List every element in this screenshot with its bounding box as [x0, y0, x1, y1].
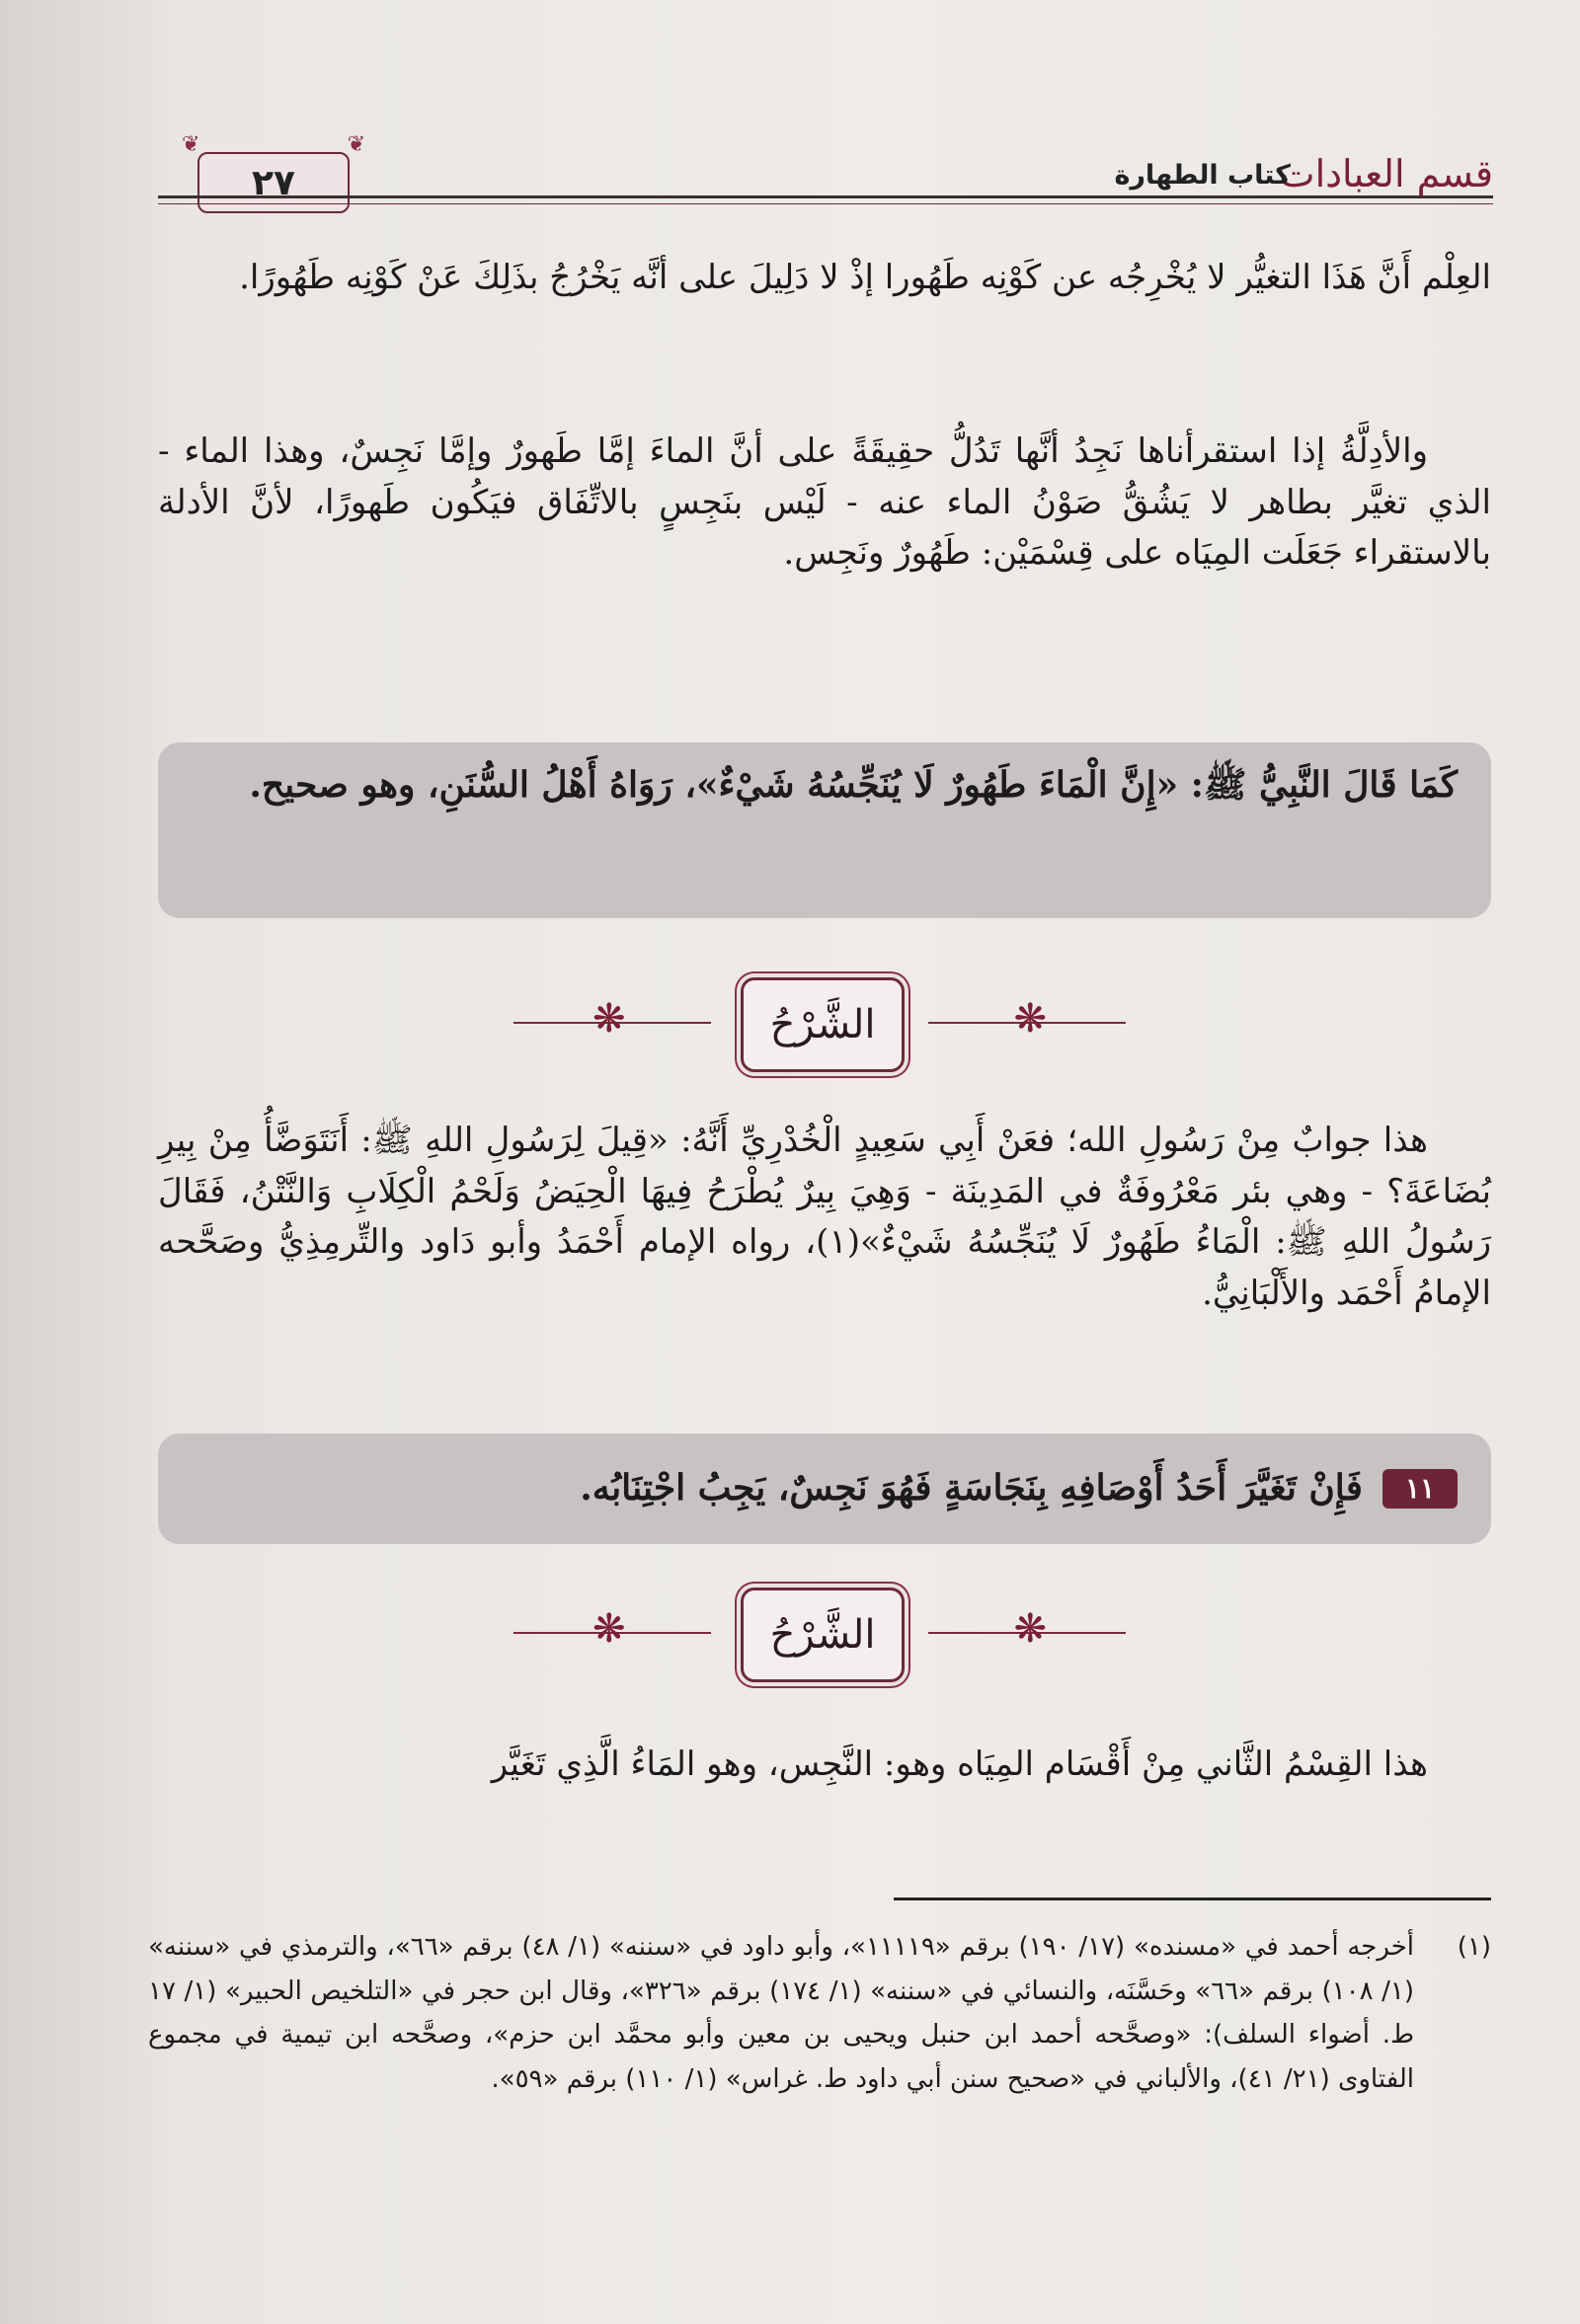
header-rule-thin — [158, 203, 1493, 204]
matn-number-badge: ١١ — [1382, 1469, 1458, 1509]
paragraph: والأدِلَّةُ إذا استقرأناها نَجِدُ أنَّها تَدُلُّ حقِيقَةً على أنَّ الماءَ إمَّا طَهورٌ وإمَّا نَجِسٌ، وهذا الماء - الذي تغيَّر بطاهر لا يَشُقُّ صَوْنُ الماء عنه - لَيْس بنَجِسٍ بالاتِّفَاق فيَكُون طَهورًا، لأنَّ الأدلة بالاستقراء جَعَلَت المِيَاه على قِسْمَيْن: طَهُورٌ ونَجِس. — [158, 431, 1491, 574]
ornament-flower-icon: ❋ — [592, 996, 626, 1042]
page-number: ❦ ٢٧ ❦ — [198, 152, 350, 213]
footnote-separator — [894, 1898, 1491, 1900]
paragraph: العِلْم أَنَّ هَذَا التغيُّر لا يُخْرِجُه عن كَوْنِه طَهُورا إذْ لا دَلِيلَ على أنَّه يَخْرُجُ بذَلِكَ عَنْ كَوْنِه طَهُورًا. — [239, 258, 1491, 297]
ornament-flower-icon: ❋ — [1013, 1606, 1047, 1652]
sharh-ornament — [504, 1578, 1136, 1686]
paragraph: هذا القِسْمُ الثَّاني مِنْ أَقْسَام المِيَاه وهو: النَّجِس، وهو المَاءُ الَّذِي تَغَيَّر — [491, 1744, 1428, 1784]
chapter-title: كتاب الطهارة — [1114, 160, 1291, 191]
paragraph: هذا جوابٌ مِنْ رَسُولِ الله؛ فعَنْ أَبِي سَعِيدٍ الْخُدْرِيِّ أَنَّهُ: «قِيلَ لِرَسُولِ اللهِ ﷺ: أَنَتَوَضَّأُ مِنْ بِيرِ بُضَاعَةَ؟ - وهي بئر مَعْرُوفَةٌ في المَدِينَة - وَهِيَ بِيرٌ يُطْرَحُ فِيهَا الْحِيَضُ وَلَحْمُ الْكِلَابِ وَالنَّتْنُ، فَقَالَ رَسُولُ اللهِ ﷺ: الْمَاءُ طَهُورٌ لَا يُنَجِّسُهُ شَيْءٌ»(١)، رواه الإمام أَحْمَدُ وأبو دَاود والتِّرمِذِيُّ وصَحَّحه الإمامُ أَحْمَد والأَلْبَانِيُّ. — [158, 1121, 1492, 1314]
sharh-ornament — [504, 968, 1136, 1076]
matn-text: كَمَا قَالَ النَّبِيُّ ﷺ: «إِنَّ الْمَاءَ طَهُورٌ لَا يُنَجِّسُهُ شَيْءٌ»، رَوَاهُ أَهْلُ السُّنَنِ، وهو صحيح. — [249, 764, 1458, 806]
matn-text: فَإِنْ تَغَيَّرَ أَحَدُ أَوْصَافِهِ بِنَجَاسَةٍ فَهُوَ نَجِسٌ، يَجِبُ اجْتِنَابُه. — [580, 1467, 1363, 1510]
footnote — [148, 1925, 1491, 2102]
header-rule — [158, 195, 1493, 198]
footnote-text: أخرجه أحمد في «مسنده» (١٧/ ١٩٠) برقم «١١١١٩»، وأبو داود في «سننه» (١/ ٤٨) برقم «٦٦»، والترمذي في «سننه» (١/ ١٠٨) برقم «٦٦» وحَسَّنَه، والنسائي في «سننه» (١/ ١٧٤) برقم «٣٢٦»، وقال ابن حجر في «التلخيص الحبير» (١/ ١٧ ط. أضواء السلف): «وصحَّحه أحمد ابن حنبل ويحيى بن معين وأبو محمَّد ابن حزم»، وصحَّحه ابن تيمية في مجموع الفتاوى (٢١/ ٤١)، والألباني في «صحيح سنن أبي داود ط. غراس» (١/ ١١٠) برقم «٥٩». — [148, 1932, 1415, 2095]
book-title: قسم العبادات — [1279, 152, 1493, 195]
footnote-number: (١) — [1457, 1932, 1491, 1962]
ornament-flower-icon: ❋ — [1013, 996, 1047, 1042]
sharh-title: الشَّرْحُ — [741, 1588, 905, 1682]
matn-box — [158, 1433, 1491, 1544]
sharh-title: الشَّرْحُ — [741, 977, 905, 1072]
page-header — [158, 138, 1493, 227]
ornament-flower-icon: ❋ — [592, 1606, 626, 1652]
matn-box — [158, 742, 1491, 918]
